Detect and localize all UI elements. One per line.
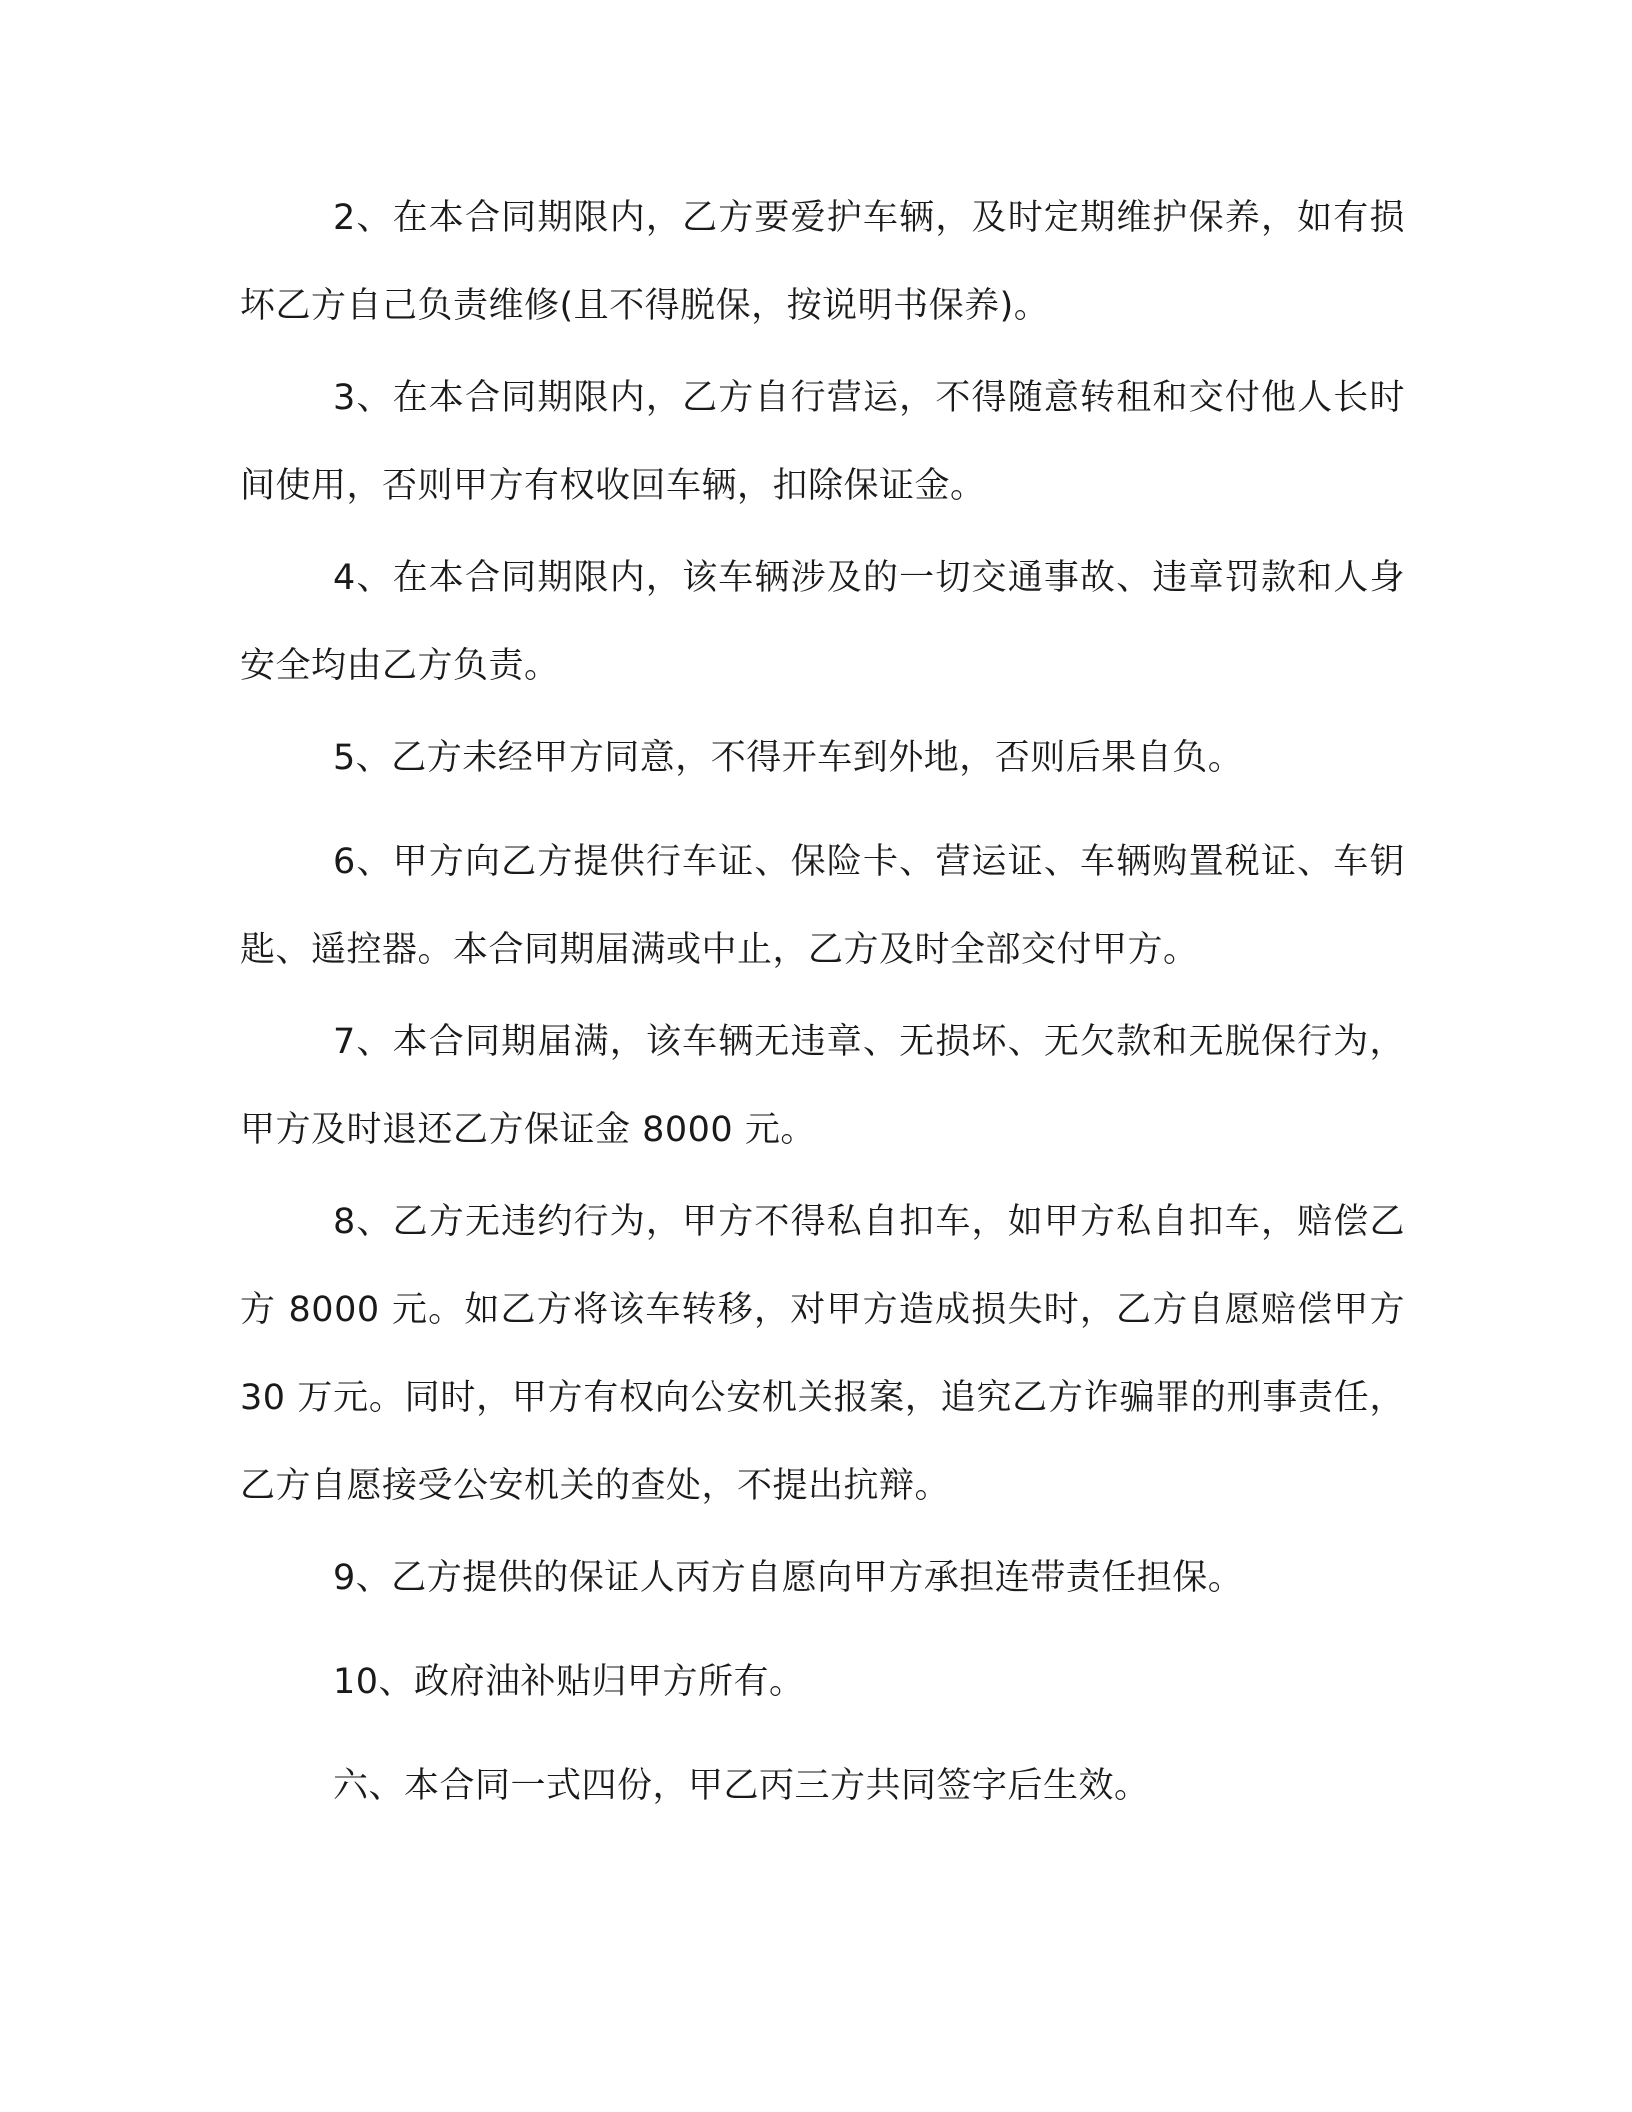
clause-4-paragraph: 4、在本合同期限内，该车辆涉及的一切交通事故、违章罚款和人身安全均由乙方负责。: [240, 558, 1405, 686]
section-6-paragraph: 六、本合同一式四份，甲乙丙三方共同签字后生效。: [333, 1766, 1150, 1806]
clause-6-paragraph: 6、甲方向乙方提供行车证、保险卡、营运证、车辆购置税证、车钥匙、遥控器。本合同期届满或中止，乙方及时全部交付甲方。: [240, 842, 1405, 970]
clause-5-paragraph: 5、乙方未经甲方同意，不得开车到外地，否则后果自负。: [333, 738, 1244, 778]
clause-3-paragraph: 3、在本合同期限内，乙方自行营运，不得随意转租和交付他人长时间使用，否则甲方有权收回车辆，扣除保证金。: [240, 378, 1405, 506]
clause-8-paragraph: 8、乙方无违约行为，甲方不得私自扣车，如甲方私自扣车，赔偿乙方 8000 元。如乙方将该车转移，对甲方造成损失时，乙方自愿赔偿甲方 30 万元。同时，甲方有权向公安机关报案，追究乙方诈骗罪的刑事责任，乙方自愿接受公安机关的查处，不提出抗辩。: [240, 1202, 1405, 1506]
clause-10-paragraph: 10、政府油补贴归甲方所有。: [333, 1662, 805, 1702]
clause-2-paragraph: 2、在本合同期限内，乙方要爱护车辆，及时定期维护保养，如有损坏乙方自己负责维修(且不得脱保，按说明书保养)。: [240, 198, 1405, 326]
clause-9-paragraph: 9、乙方提供的保证人丙方自愿向甲方承担连带责任担保。: [333, 1558, 1244, 1598]
clause-7-paragraph: 7、本合同期届满，该车辆无违章、无损坏、无欠款和无脱保行为，甲方及时退还乙方保证金 8000 元。: [240, 1022, 1405, 1150]
